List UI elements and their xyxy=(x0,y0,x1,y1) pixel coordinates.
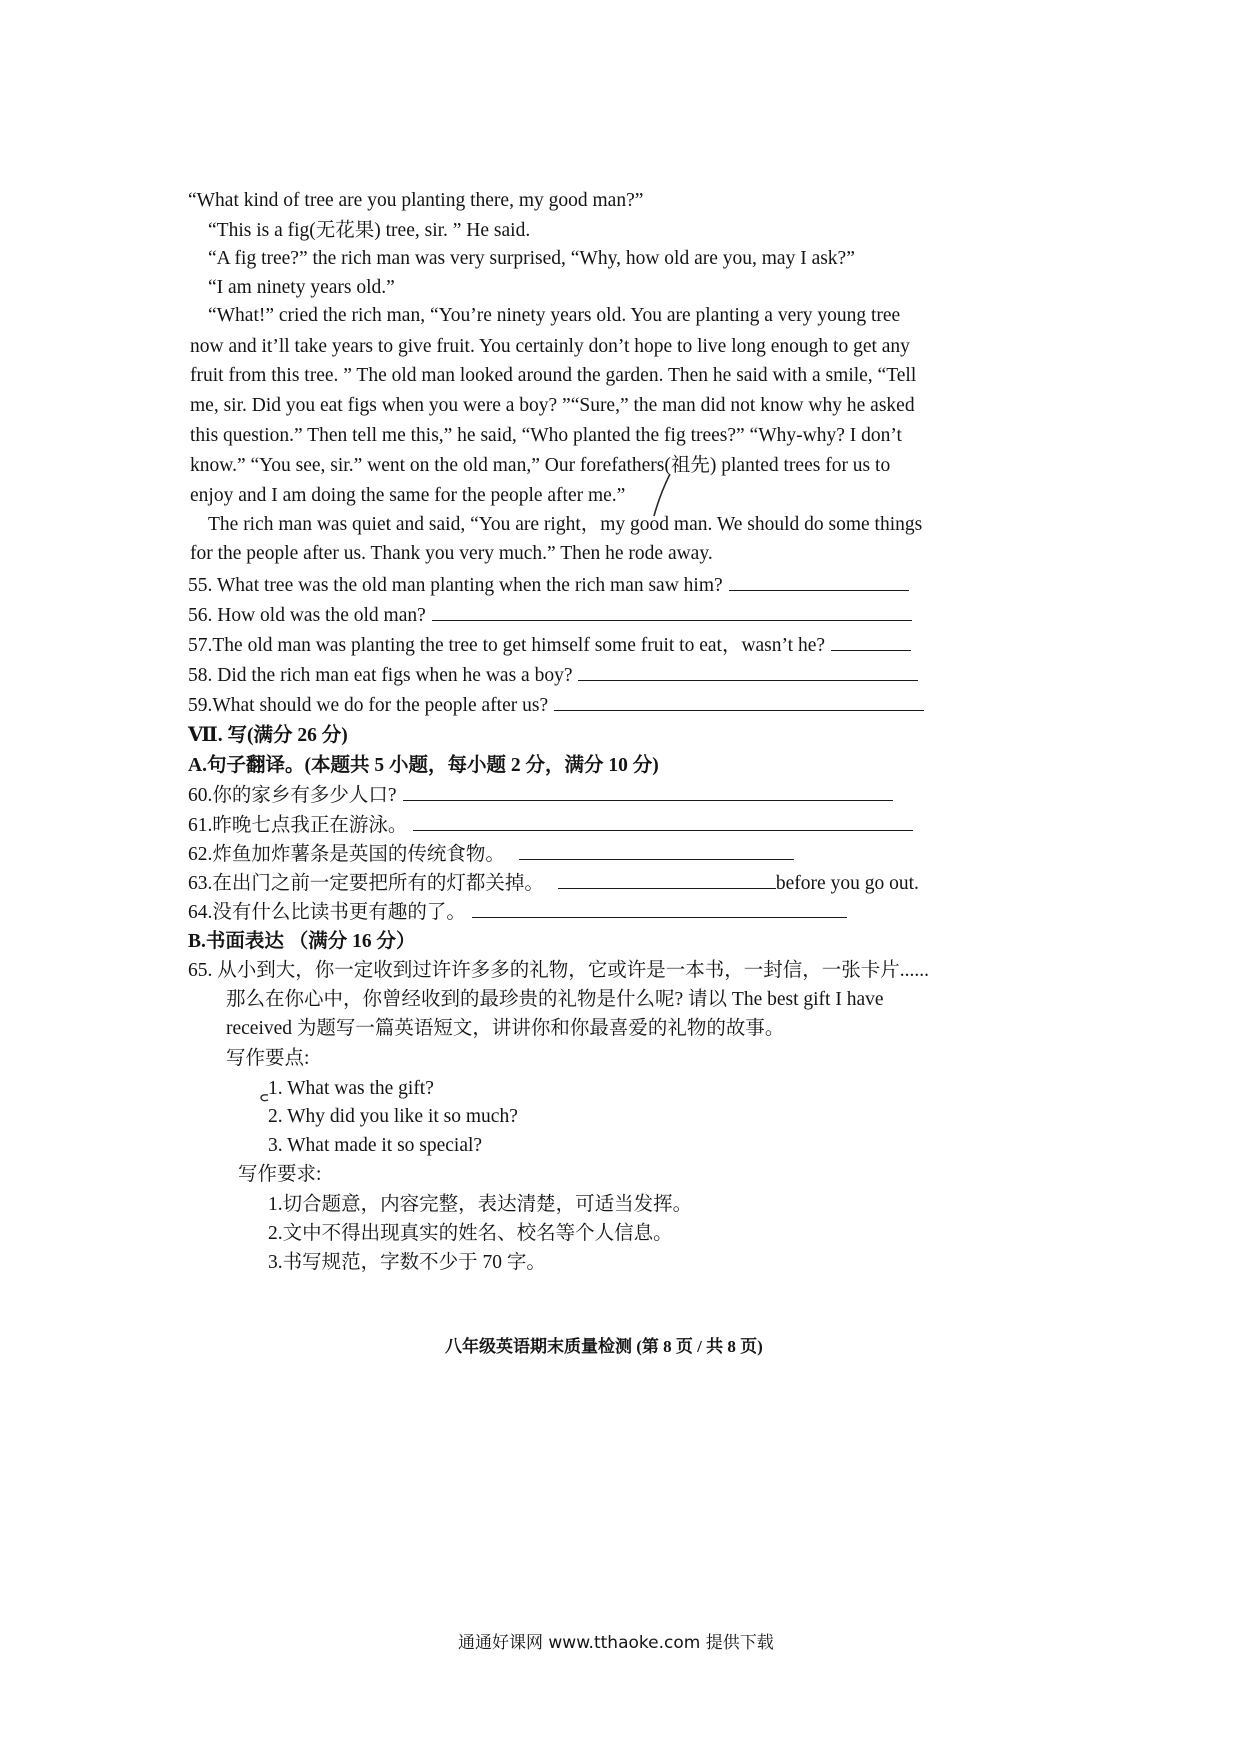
translation-62: 62.炸鱼加炸薯条是英国的传统食物。 xyxy=(188,841,794,868)
story-line: enjoy and I am doing the same for the people after me.” xyxy=(190,485,626,506)
answer-blank[interactable] xyxy=(413,812,913,831)
writing-prompt-line: 那么在你心中，你曾经收到的最珍贵的礼物是什么呢? 请以 The best gift I have xyxy=(226,989,884,1010)
story-line: this question.” Then tell me this,” he said, “Who planted the fig trees?” “Why-why? I don’t xyxy=(190,425,902,446)
answer-blank[interactable] xyxy=(831,632,911,651)
part-a-heading: A.句子翻译。(本题共 5 小题，每小题 2 分，满分 10 分) xyxy=(188,755,659,776)
answer-blank[interactable] xyxy=(519,841,794,860)
writing-requirement: 3.书写规范，字数不少于 70 字。 xyxy=(268,1252,546,1273)
section-heading: Ⅶ. 写(满分 26 分) xyxy=(188,725,348,746)
story-line: “A fig tree?” the rich man was very surprised, “Why, how old are you, may I ask?” xyxy=(208,248,855,269)
answer-blank[interactable] xyxy=(432,602,912,621)
pen-mark xyxy=(258,1092,272,1104)
writing-requirement: 1.切合题意，内容完整，表达清楚，可适当发挥。 xyxy=(268,1194,693,1215)
writing-point: 3. What made it so special? xyxy=(268,1135,483,1156)
part-b-heading: B.书面表达 （满分 16 分） xyxy=(188,931,416,952)
story-line: for the people after us. Thank you very much.” Then he rode away. xyxy=(190,543,713,564)
writing-point: 2. Why did you like it so much? xyxy=(268,1106,518,1127)
translation-63: 63.在出门之前一定要把所有的灯都关掉。 before you go out. xyxy=(188,870,919,897)
answer-blank[interactable] xyxy=(554,692,924,711)
writing-prompt-line: received 为题写一篇英语短文，讲讲你和你最喜爱的礼物的故事。 xyxy=(226,1018,785,1039)
story-line: “I am ninety years old.” xyxy=(208,277,395,298)
story-line: fruit from this tree. ” The old man looked around the garden. Then he said with a smile, “Tell xyxy=(190,365,917,386)
story-line: know.” “You see, sir.” went on the old man,” Our forefathers(祖先) planted trees for us to xyxy=(190,455,891,476)
story-line: now and it’ll take years to give fruit. You certainly don’t hope to live long enough to get any xyxy=(190,336,910,357)
writing-prompt-line: 65. 从小到大，你一定收到过许许多多的礼物，它或许是一本书，一封信，一张卡片...... xyxy=(188,960,930,981)
question-57: 57.The old man was planting the tree to get himself some fruit to eat，wasn’t he? xyxy=(188,632,911,659)
question-58: 58. Did the rich man eat figs when he was a boy? xyxy=(188,662,918,689)
writing-requirements-title: 写作要求: xyxy=(238,1164,322,1185)
translation-60: 60.你的家乡有多少人口? xyxy=(188,782,893,809)
story-line: The rich man was quiet and said, “You are right，my good man. We should do some things xyxy=(208,514,923,535)
story-line: “What!” cried the rich man, “You’re ninety years old. You are planting a very young tree xyxy=(208,305,901,326)
question-59: 59.What should we do for the people after us? xyxy=(188,692,924,719)
question-55: 55. What tree was the old man planting when the rich man saw him? xyxy=(188,572,909,599)
story-line: me, sir. Did you eat figs when you were a boy? ”“Sure,” the man did not know why he asked xyxy=(190,395,915,416)
translation-61: 61.昨晚七点我正在游泳。 xyxy=(188,812,913,839)
download-credit: 通通好课网 www.tthaoke.com 提供下载 xyxy=(458,1633,774,1653)
answer-blank[interactable] xyxy=(578,662,918,681)
answer-blank[interactable] xyxy=(558,870,776,889)
page-footer: 八年级英语期末质量检测 (第 8 页 / 共 8 页) xyxy=(445,1337,763,1356)
answer-blank[interactable] xyxy=(472,899,847,918)
writing-points-title: 写作要点: xyxy=(226,1048,310,1069)
writing-requirement: 2.文中不得出现真实的姓名、校名等个人信息。 xyxy=(268,1223,673,1244)
answer-blank[interactable] xyxy=(403,782,893,801)
pen-mark xyxy=(648,470,678,520)
translation-64: 64.没有什么比读书更有趣的了。 xyxy=(188,899,847,926)
story-line: “What kind of tree are you planting there, my good man?” xyxy=(188,190,644,211)
writing-point: 1. What was the gift? xyxy=(268,1078,434,1099)
question-56: 56. How old was the old man? xyxy=(188,602,912,629)
answer-blank[interactable] xyxy=(729,572,909,591)
story-line: “This is a fig(无花果) tree, sir. ” He said. xyxy=(208,220,531,241)
